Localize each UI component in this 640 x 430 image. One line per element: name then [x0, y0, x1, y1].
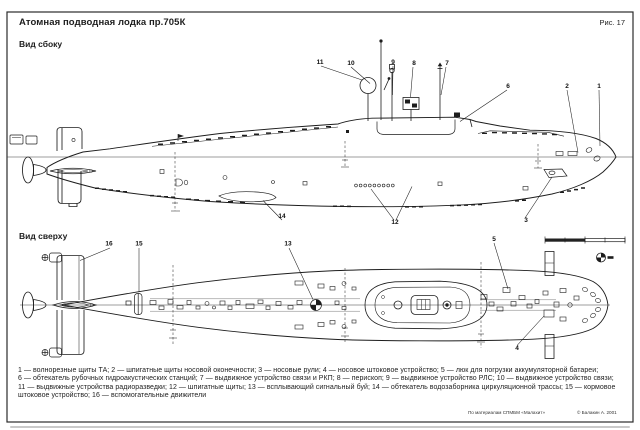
callout-13: 13	[284, 240, 292, 248]
callout-3: 3	[524, 217, 528, 224]
legend-line-3: 11 — выдвижные устройства радиоразведки; 12 — шпигатные щиты; 13 — всплывающий сигнальный буй; 14 — обтекатель водозаборника циркуляционной трассы; 15 — кормовое	[18, 383, 616, 391]
radio-intel-mast-balloon	[360, 78, 376, 94]
callout-16: 16	[105, 240, 113, 248]
top-view-label: Вид сверху	[19, 231, 68, 241]
scan-artifact	[10, 426, 630, 428]
page-title: Атомная подводная лодка пр.705К	[19, 17, 186, 28]
callout-15: 15	[135, 240, 143, 248]
callout-14: 14	[278, 213, 286, 220]
callout-5: 5	[492, 236, 496, 243]
callout-7: 7	[445, 60, 449, 67]
callout-10: 10	[347, 60, 355, 67]
scale-bar	[545, 237, 625, 244]
figure-number: Рис. 17	[599, 18, 625, 27]
callout-4: 4	[515, 345, 519, 352]
frame-border	[7, 12, 633, 422]
orientation-symbol	[597, 253, 614, 262]
callout-8: 8	[412, 60, 416, 67]
source-credit: По материалам СПМБМ «Малахит»	[468, 410, 546, 415]
sail-top-fitting	[454, 113, 460, 118]
callout-2: 2	[565, 83, 569, 90]
callout-12: 12	[391, 219, 399, 226]
callout-1: 1	[597, 83, 601, 90]
callout-6: 6	[506, 83, 510, 90]
legend-line-1: 1 — волнорезные щиты ТА; 2 — шпигатные щиты носовой оконечности; 3 — носовые рули; 4 — носовое штоковое устройство; 5 — люк для погрузки аккумуляторной батареи;	[18, 367, 599, 374]
legend-line-4: штоковое устройство; 16 — вспомогательные движители	[18, 391, 207, 399]
top-view	[20, 237, 625, 359]
legend	[18, 367, 626, 400]
side-view-label: Вид сбоку	[19, 39, 63, 49]
callout-11: 11	[316, 59, 324, 66]
callout-9: 9	[391, 59, 395, 66]
signal-buoy	[311, 300, 322, 311]
masts-group	[360, 40, 443, 121]
legend-line-2: 6 — обтекатель рубочных гидроакустических станций; 7 — выдвижное устройство связи и РКП; 8 — перископ; 9 — выдвижное устройство РЛС; 10 — выдвижное устройство связи;	[18, 375, 614, 383]
propeller-side	[23, 157, 47, 183]
copyright: © Балакин А. 2001	[577, 410, 617, 415]
